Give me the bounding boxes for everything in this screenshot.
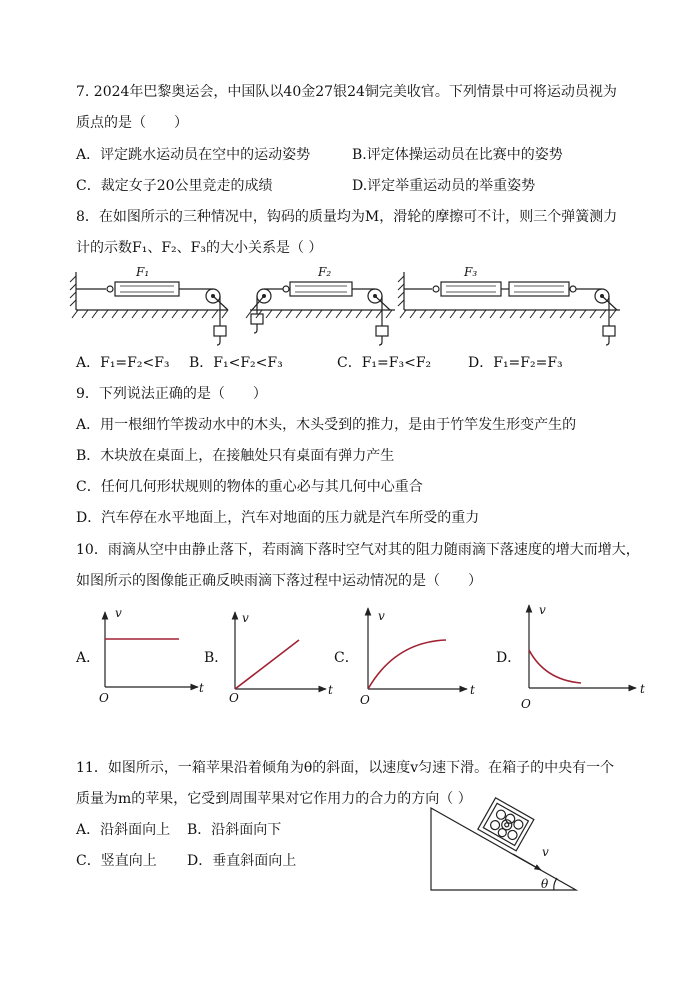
q11-option-a: A．沿斜面向上 [76,822,171,838]
q11-label-v: v [542,845,549,859]
q8-stem-line1: 8．在如图所示的三种情况中，钩码的质量均为M，滑轮的摩擦可不计，则三个弹簧测力 [76,209,618,225]
q11-option-b: B．沿斜面向下 [187,822,282,838]
q8-figure-1 [70,272,228,345]
q10-graph-c [334,608,475,707]
q8-option-c: C．F₁=F₃<F₂ [337,355,432,371]
q10-option-d-label: D． [496,650,522,666]
q10-graph-a [75,606,204,705]
q8-label-f1: F₁ [136,265,150,279]
q10-a-origin: O [99,691,109,705]
q9-option-d: D．汽车停在水平地面上，汽车对地面的压力就是汽车所受的重力 [76,510,480,526]
q10-d-axis-t: t [640,682,645,696]
q10-graph-d [496,603,645,711]
q10-a-axis-v: v [115,606,122,620]
q10-option-b-label: B． [204,650,229,666]
q10-vt-graphs [0,600,696,720]
q10-option-c-label: C． [334,650,359,666]
q11-incline-figure [0,806,696,906]
q10-graph-b [204,611,333,705]
q11-angle-arc [554,878,557,890]
q8-label-f3: F₃ [464,265,478,279]
q9-option-c: C．任何几何形状规则的物体的重心必与其几何中心重合 [76,479,423,495]
q10-d-axis-v: v [539,603,546,617]
q11-velocity-arrow [513,854,541,870]
q11-stem-line2: 质量为m的苹果，它受到周围苹果对它作用力的合力的方向（ ） [76,791,472,807]
q10-c-axis-v: v [378,609,385,623]
q9-stem: 9．下列说法正确的是（ ） [76,386,267,402]
q7-option-d: D.评定举重运动员的举重姿势 [352,178,536,194]
q10-b-axis-v: v [242,611,249,625]
q8-spring-scale-figures [0,262,696,352]
q11-stem-line1: 11．如图所示，一箱苹果沿着倾角为θ的斜面，以速度v匀速下滑。在箱子的中央有一个 [76,760,615,776]
q8-figure-3 [398,272,620,345]
q8-option-d: D．F₁=F₂=F₃ [468,355,563,371]
q7-stem-line2: 质点的是（ ） [76,115,188,131]
q8-label-f2: F₂ [318,265,332,279]
q11-option-c: C．竖直向上 [76,853,157,869]
q11-option-d: D．垂直斜面向上 [187,853,297,869]
q10-a-axis-t: t [199,681,204,695]
q11-label-theta: θ [541,877,549,891]
q9-option-a: A．用一根细竹竿拨动水中的木头，木头受到的推力，是由于竹竿发生形变产生的 [76,417,577,433]
q10-option-a-label: A． [76,650,101,666]
q7-option-b: B.评定体操运动员在比赛中的姿势 [352,147,563,163]
q10-b-origin: O [229,691,239,705]
q9-option-b: B．木块放在桌面上，在接触处只有桌面有弹力产生 [76,448,395,464]
q10-d-origin: O [521,697,531,711]
q10-stem-line1: 10．雨滴从空中由静止落下，若雨滴下落时空气对其的阻力随雨滴下落速度的增大而增大， [76,542,640,558]
q10-c-origin: O [360,693,370,707]
q8-option-a: A．F₁=F₂<F₃ [76,355,170,371]
q7-option-a: A．评定跳水运动员在空中的运动姿势 [76,147,311,163]
q7-option-c: C．裁定女子20公里竞走的成绩 [76,178,273,194]
q8-stem-line2: 计的示数F₁、F₂、F₃的大小关系是（ ） [76,240,323,256]
q8-option-b: B．F₁<F₂<F₃ [189,355,283,371]
q10-c-axis-t: t [470,683,475,697]
q8-figure-2 [246,282,395,345]
q7-stem-line1: 7. 2024年巴黎奥运会，中国队以40金27银24铜完美收官。下列情景中可将运动员视为 [76,84,617,100]
q10-stem-line2: 如图所示的图像能正确反映雨滴下落过程中运动情况的是（ ） [76,573,482,589]
q11-apple-box [478,798,534,851]
q10-b-axis-t: t [328,683,333,697]
